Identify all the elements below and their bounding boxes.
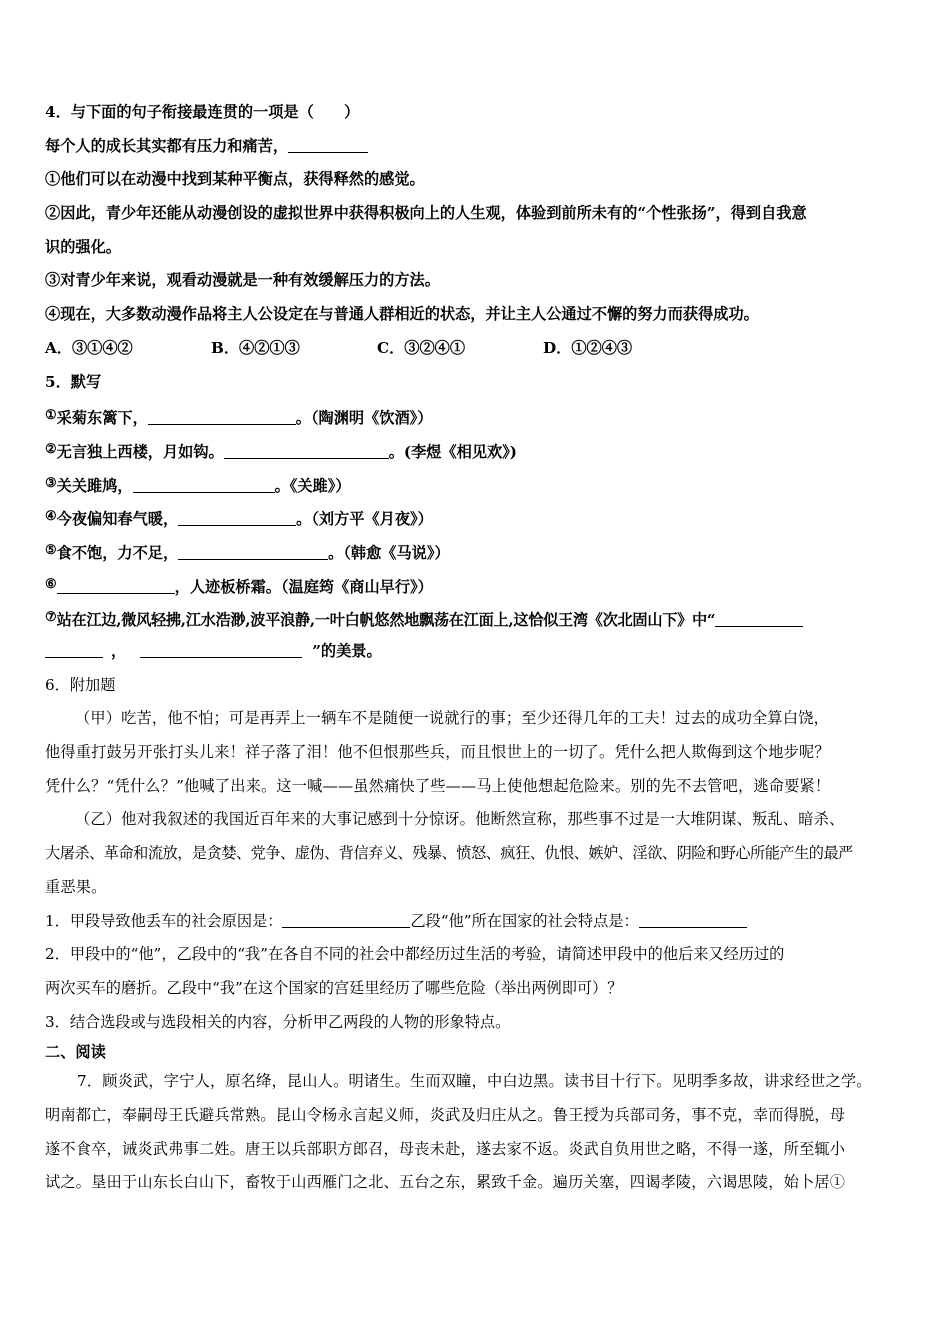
exam-page [45, 96, 910, 1200]
q6-sub-2a: 2．甲段中的“他”，乙段中的“我”在各自不同的社会中都经历过生活的考验，请简述甲段中的他后来又经历过的 [45, 945, 785, 964]
q5-item-1 [45, 399, 910, 433]
q4-title: 4．与下面的句子衔接最连贯的一项是（ ） [45, 103, 360, 121]
q6-yi-line-2: 大屠杀、革命和流放，是贪婪、党争、虚伪、背信弃义、残暴、愤怒、疯狂、仇恨、嫉妒、淫欲、阴险和野心所能产生的最严 [45, 844, 853, 863]
q5-item-5-post: 。（韩愈《马说》） [328, 543, 450, 562]
q5-item-1-pre: 采菊东篱下， [56, 409, 148, 428]
q4-stem [45, 130, 910, 164]
q5-item-4 [45, 500, 910, 534]
q6-jia-line-2: 他得重打鼓另开张打头儿来！祥子落了泪！他不但恨那些兵，而且恨世上的一切了。凭什么把人欺侮到这个地步呢？ [45, 743, 830, 762]
q6-jia-line-1: （甲）吃苦，他不怕；可是再弄上一辆车不是随便一说就行的事；至少还得几年的工夫！过去的成功全算白饶， [75, 709, 829, 728]
q6-yi-line-1: （乙）他对我叙述的我国近百年来的大事记感到十分惊讶。他断然宣称，那些事不过是一大堆阴谋、叛乱、暗杀、 [75, 810, 845, 829]
q4-sentence-2a: ②因此，青少年还能从动漫创设的虚拟世界中获得积极向上的人生观，体验到前所未有的“个性张扬”，得到自我意 [45, 204, 807, 223]
q6-sub-2b: 两次买车的磨折。乙段中“我”在这个国家的宫廷里经历了哪些危险（举出两例即可）？ [45, 978, 623, 997]
q5-item-7-post: ”的美景。 [312, 642, 382, 660]
q5-item-6-post: ，人迹板桥霜。（温庭筠《商山早行》） [174, 577, 433, 596]
q5-item-2-blank[interactable] [224, 444, 389, 459]
q6-yi-line-3: 重恶果。 [45, 877, 107, 896]
q5-item-6-blank[interactable] [57, 579, 175, 594]
q5-item-6-number: ⑥ [45, 576, 57, 592]
q5-item-7-pre: 站在江边,微风轻拂,江水浩渺,波平浪静,一叶白帆悠然地飘荡在江面上,这恰似王湾《次北固山下》中“ [56, 611, 716, 630]
q5-item-2 [45, 433, 910, 467]
q5-item-2-pre: 无言独上西楼，月如钩。 [56, 442, 224, 461]
q5-item-4-blank[interactable] [178, 511, 296, 526]
q5-item-1-number: ① [45, 408, 57, 424]
q6-sub-1-part-a: 1．甲段导致他丢车的社会原因是： [45, 911, 283, 930]
q5-item-7-blank-a[interactable] [715, 612, 803, 627]
q5-item-5-pre: 食不饱，力不足， [56, 543, 179, 562]
reading-line-3: 遂不食卒，诫炎武弗事二姓。唐王以兵部职方郎召，母丧未赴，遂去家不返。炎武自负用世之略，不得一遂，所至辄小 [45, 1139, 846, 1158]
q5-item-1-blank[interactable] [148, 410, 296, 425]
q5-item-7 [45, 601, 910, 635]
q6-title: 6．附加题 [45, 675, 116, 694]
q5-item-5 [45, 534, 910, 568]
q5-item-3-post: 。《关雎》） [274, 476, 351, 495]
q5-item-7-mid: ， [111, 642, 127, 660]
q5-item-5-number: ⑤ [45, 542, 57, 558]
q5-item-5-blank[interactable] [178, 545, 328, 560]
q4-option-a[interactable]: A．③①④② [45, 338, 133, 357]
q6-jia-line-3: 凭什么？“凭什么？”他喊了出来。这一喊——虽然痛快了些——马上使他想起危险来。别的先不去管吧，逃命要紧！ [45, 776, 831, 795]
q5-item-4-post: 。（刘方平《月夜》） [296, 510, 433, 529]
q5-item-7-cont [45, 635, 910, 669]
q6-sub-1-blank-a[interactable] [282, 913, 410, 928]
q4-stem-text: 每个人的成长其实都有压力和痛苦， [45, 136, 288, 155]
q6-sub-1-part-b: 乙段“他”所在国家的社会特点是： [410, 911, 639, 930]
reading-line-1: 7．顾炎武，字宁人，原名绛，昆山人。明诸生。生而双瞳，中白边黑。读书目十行下。见明季多故，讲求经世之学。 [77, 1072, 872, 1091]
q5-item-3-blank[interactable] [133, 478, 275, 493]
q5-item-7-blank-b[interactable] [45, 643, 103, 658]
q6-sub-1 [45, 905, 910, 939]
reading-line-4: 试之。垦田于山东长白山下，畜牧于山西雁门之北、五台之东，累致千金。遍历关塞，四谒孝陵，六谒思陵，始卜居① [45, 1173, 846, 1192]
q4-option-d[interactable]: D．①②④③ [543, 338, 633, 357]
q6-sub-3: 3．结合选段或与选段相关的内容，分析甲乙两段的人物的形象特点。 [45, 1012, 511, 1031]
q5-item-4-number: ④ [45, 509, 57, 525]
reading-line-2: 明南都亡，奉嗣母王氏避兵常熟。昆山令杨永言起义师，炎武及归庄从之。鲁王授为兵部司务，事不克，幸而得脱，母 [45, 1105, 846, 1124]
q4-sentence-2b: 识的强化。 [45, 237, 121, 256]
q4-option-b[interactable]: B．④②①③ [211, 338, 300, 357]
q5-item-4-pre: 今夜偏知春气暖， [56, 510, 179, 529]
q5-item-1-post: 。（陶渊明《饮酒》） [295, 409, 433, 428]
q4-sentence-3: ③对青少年来说，观看动漫就是一种有效缓解压力的方法。 [45, 271, 440, 290]
q5-item-3-number: ③ [45, 475, 57, 491]
q6-sub-1-blank-b[interactable] [639, 913, 747, 928]
reading-section-title: 二、阅读 [45, 1043, 106, 1062]
q4-stem-blank [288, 138, 368, 153]
q5-item-7-blank-c[interactable] [140, 643, 302, 658]
q4-sentence-1: ①他们可以在动漫中找到某种平衡点，获得释然的感觉。 [45, 170, 425, 189]
q5-item-3-pre: 关关雎鸠， [56, 476, 133, 495]
q5-item-2-number: ② [45, 441, 57, 457]
q5-title: 5．默写 [45, 372, 102, 391]
q5-item-3 [45, 467, 910, 501]
q5-item-7-number: ⑦ [45, 610, 57, 626]
q4-sentence-4: ④现在，大多数动漫作品将主人公设定在与普通人群相近的状态，并让主人公通过不懈的努力而获得成功。 [45, 305, 759, 324]
q4-option-c[interactable]: C．③②④① [377, 338, 466, 357]
q5-item-2-post: 。(李煜《相见欢》) [388, 442, 517, 461]
q4-options [45, 332, 910, 366]
q5-item-6 [45, 568, 910, 602]
